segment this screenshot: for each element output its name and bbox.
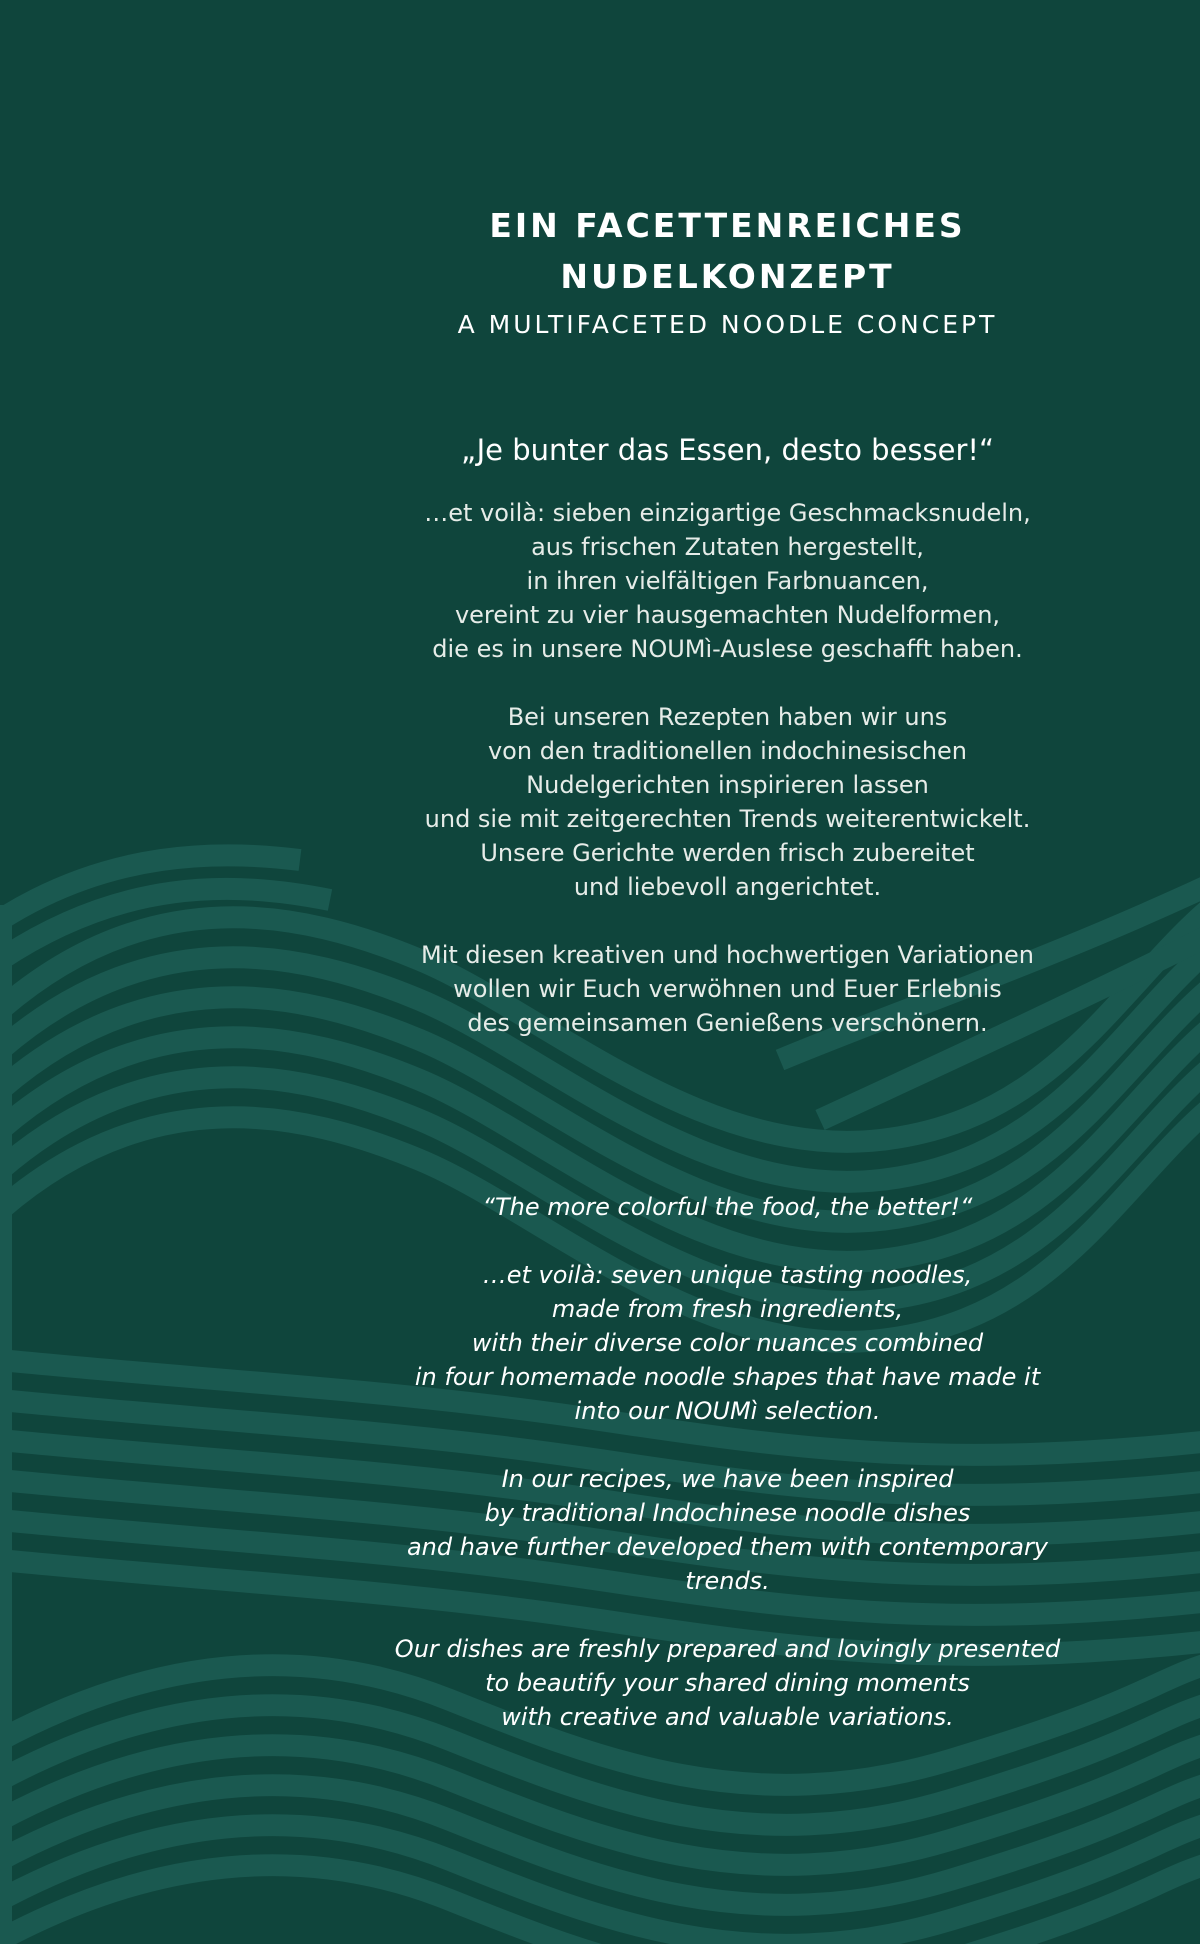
page-subtitle: A MULTIFACETED NOODLE CONCEPT [457, 310, 998, 339]
text-line: und sie mit zeitgerechten Trends weiterentwickelt. [424, 805, 1031, 833]
text-line: made from fresh ingredients, [551, 1295, 904, 1323]
text-line: In our recipes, we have been inspired [501, 1465, 954, 1493]
text-line: vereint zu vier hausgemachten Nudelformen, [454, 601, 1001, 629]
german-quote: „Je bunter das Essen, desto besser!“ [460, 433, 995, 467]
text-line: Our dishes are freshly prepared and lovingly presented [394, 1635, 1061, 1663]
text-line: trends. [685, 1567, 770, 1595]
english-text-block [370, 1190, 1085, 1734]
text-line: des gemeinsamen Genießens verschönern. [467, 1009, 988, 1037]
german-paragraph-2 [370, 700, 1085, 904]
english-paragraph-1 [370, 1258, 1085, 1428]
german-paragraph-3 [370, 938, 1085, 1040]
text-line: in four homemade noodle shapes that have made it [414, 1363, 1041, 1391]
text-line: Unsere Gerichte werden frisch zubereitet [480, 839, 975, 867]
text-line: to beautify your shared dining moments [485, 1669, 970, 1697]
text-line: wollen wir Euch verwöhnen und Euer Erlebnis [453, 975, 1002, 1003]
text-line: …et voilà: seven unique tasting noodles, [482, 1261, 973, 1289]
page-title-line-1: EIN FACETTENREICHES [489, 206, 966, 245]
english-quote: “The more colorful the food, the better!“ [482, 1193, 973, 1221]
text-line: and have further developed them with contemporary [406, 1533, 1049, 1561]
heading-block [370, 200, 1085, 342]
text-line: into our NOUMì selection. [574, 1397, 881, 1425]
text-line: Mit diesen kreativen und hochwertigen Variationen [420, 941, 1034, 969]
text-line: und liebevoll angerichtet. [573, 873, 882, 901]
text-line: die es in unsere NOUMì-Auslese geschafft haben. [432, 635, 1023, 663]
text-line: von den traditionellen indochinesischen [487, 737, 968, 765]
text-line: with creative and valuable variations. [501, 1703, 954, 1731]
german-text-block [370, 430, 1085, 1040]
english-paragraph-2 [370, 1462, 1085, 1598]
german-paragraph-1 [370, 496, 1085, 666]
english-paragraph-3 [370, 1632, 1085, 1734]
text-line: Nudelgerichten inspirieren lassen [526, 771, 929, 799]
text-line: …et voilà: sieben einzigartige Geschmacksnudeln, [424, 499, 1031, 527]
text-line: Bei unseren Rezepten haben wir uns [507, 703, 948, 731]
page-title-line-2: NUDELKONZEPT [560, 257, 895, 296]
text-line: with their diverse color nuances combined [471, 1329, 984, 1357]
text-line: by traditional Indochinese noodle dishes [484, 1499, 971, 1527]
text-line: aus frischen Zutaten hergestellt, [531, 533, 924, 561]
text-line: in ihren vielfältigen Farbnuancen, [526, 567, 929, 595]
